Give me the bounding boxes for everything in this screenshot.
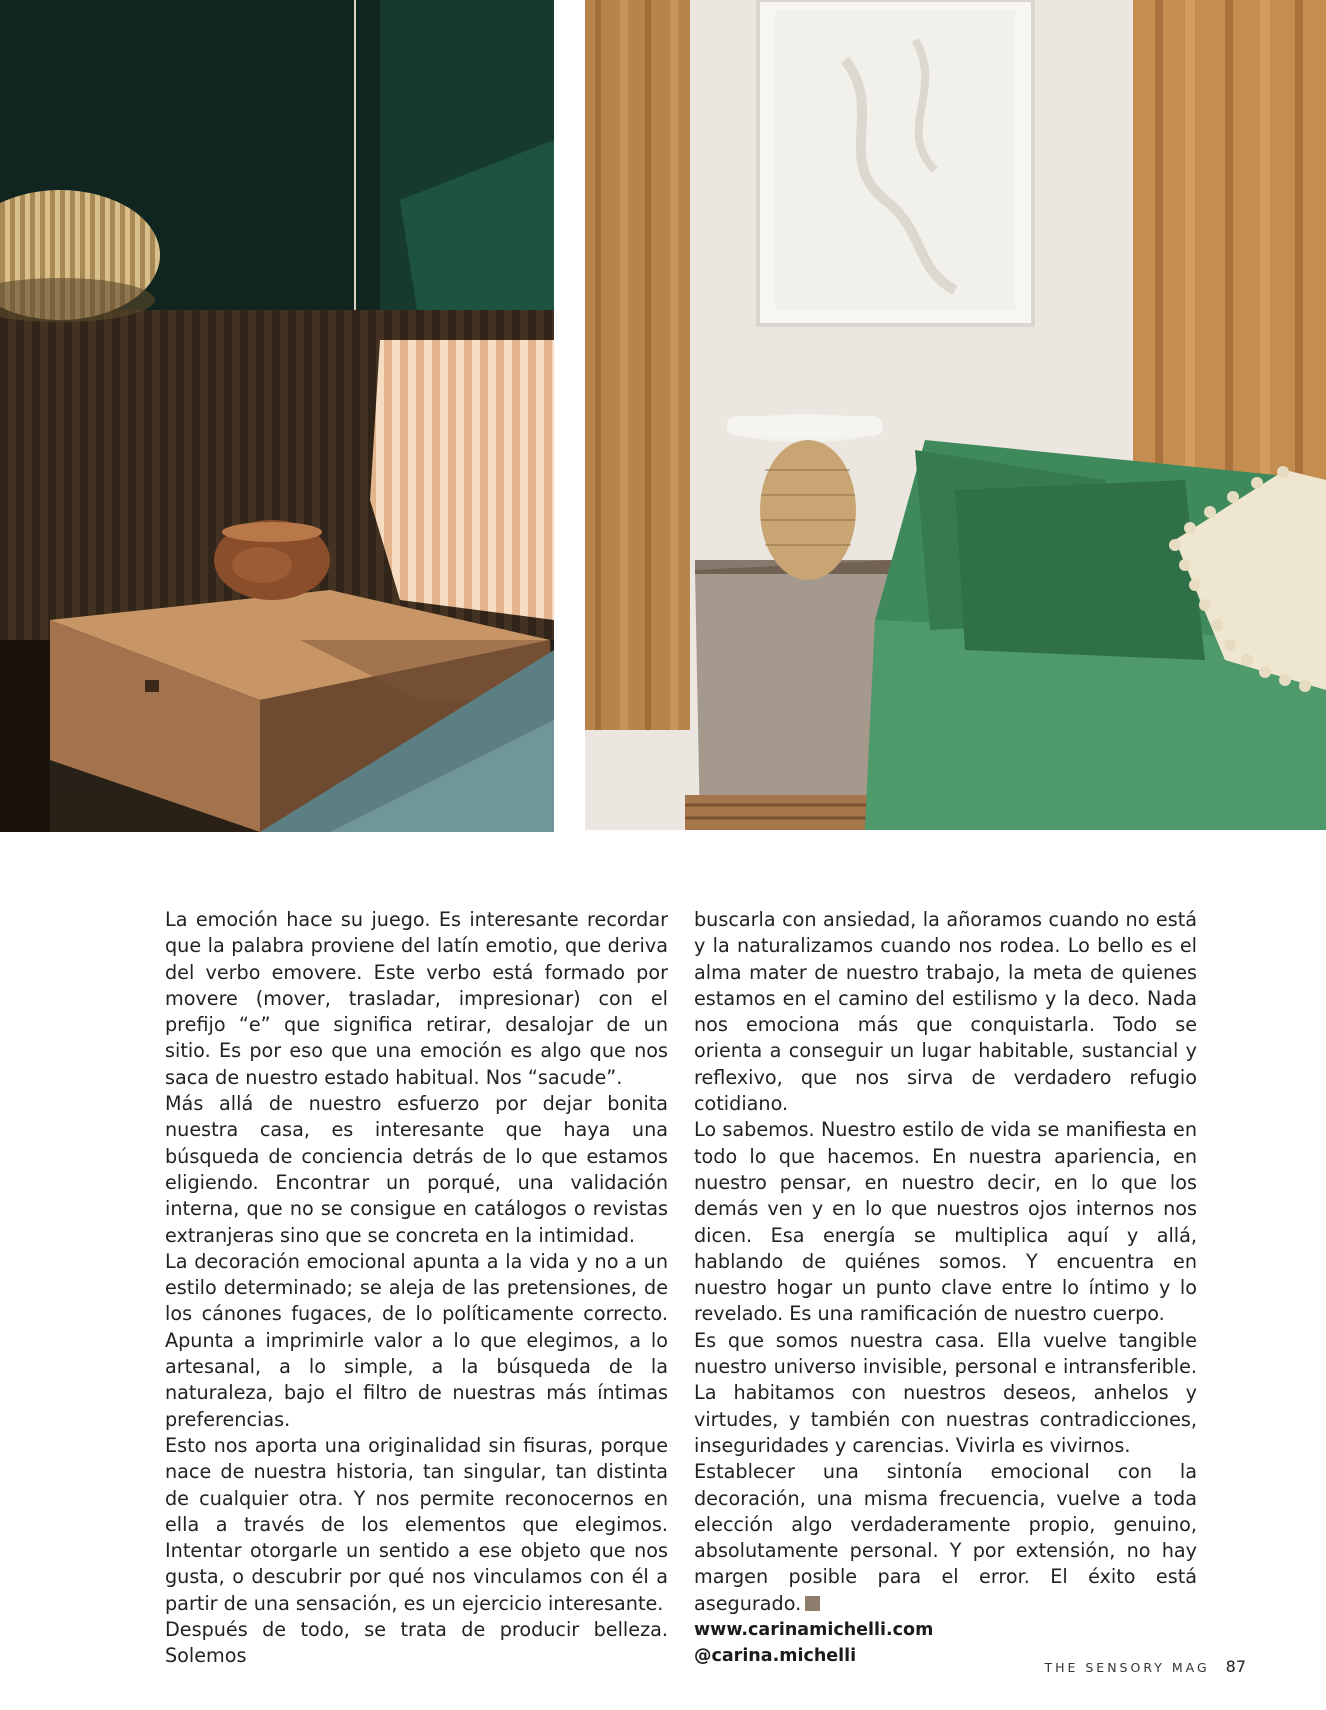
page-number: 87 [1225,1657,1246,1676]
end-of-article-mark-icon [805,1596,820,1611]
paragraph: La emoción hace su juego. Es interesante recordar que la palabra proviene del latín emotio, que deriva del verbo emovere. Este verbo está formado por movere (mover, trasladar, impresionar) con el prefijo “e” que significa retirar, desalojar de un sitio. Es por eso que una emoción es algo que nos saca de nuestro estado habitual. Nos “sacude”. [165,908,668,1089]
page-footer [1044,1657,1246,1676]
paragraph: Es que somos nuestra casa. Ella vuelve tangible nuestro universo invisible, personal e intransferible. La habitamos con nuestros deseos, anhelos y virtudes, y también con nuestras contradicciones, inseguridades y carencias. Vivirla es vivirnos. [694,1328,1197,1457]
bedroom-nightstand-photo [0,0,554,832]
social-handle-link[interactable]: @carina.michelli [694,1646,857,1667]
paragraph: buscarla con ansiedad, la añoramos cuando no está y la naturalizamos cuando nos rodea. Lo bello es el alma mater de nuestro trabajo, la meta de quienes estamos en el camino del estilismo y la deco. Nada nos emociona más que conquistarla. Todo se orienta a conseguir un lugar habitable, sustancial y reflexivo, que nos sirva de verdadero refugio cotidiano. [694,908,1197,1116]
magazine-name: THE SENSORY MAG [1044,1660,1210,1675]
website-link[interactable]: www.carinamichelli.com [694,1620,934,1641]
paragraph: La decoración emocional apunta a la vida y no a un estilo determinado; se aleja de las pretensiones, de los cánones fugaces, de lo políticamente correcto. Apunta a imprimirle valor a lo que elegimos, a lo artesanal, a lo simple, a la búsqueda de la naturaleza, bajo el filtro de nuestras más íntimas preferencias. [165,1249,668,1431]
paragraph: Después de todo, se trata de producir belleza. Solemos [165,1618,668,1668]
paragraph: Esto nos aporta una originalidad sin fisuras, porque nace de nuestra historia, tan singular, tan distinta de cualquier otra. Y nos permite reconocernos en ella a través de los elementos que elegimos. Intentar otorgarle un sentido a ese objeto que nos gusta, o descubrir por qué nos vinculamos con él a partir de una sensación, es un ejercicio interesante. [165,1433,668,1615]
paragraph-text: Establecer una sintonía emocional con la decoración, una misma frecuencia, vuelve a toda elección algo verdaderamente propio, genuino, absolutamente personal. Y por extensión, no hay margen posible para el error. El éxito está asegurado. [694,1460,1197,1615]
paragraph-final [694,1459,1197,1617]
living-room-sofa-photo [585,0,1326,830]
article-column-left [165,907,668,1670]
article-column-right [694,907,1197,1670]
paragraph: Lo sabemos. Nuestro estilo de vida se manifiesta en todo lo que hacemos. En nuestra apariencia, en nuestro pensar, en nuestro decir, en lo que los demás ven y en lo que nuestros ojos internos nos dicen. Esa energía se multiplica aquí y allá, hablando de quiénes somos. Y encuentra en nuestro hogar un punto clave entre lo íntimo y lo revelado. Es una ramificación de nuestro cuerpo. [694,1118,1197,1326]
paragraph: Más allá de nuestro esfuerzo por dejar bonita nuestra casa, es interesante que haya una búsqueda de conciencia detrás de lo que estamos eligiendo. Encontrar un porqué, una validación interna, que no se consigue en catálogos o revistas extranjeras sino que se concreta en la intimidad. [165,1092,668,1247]
